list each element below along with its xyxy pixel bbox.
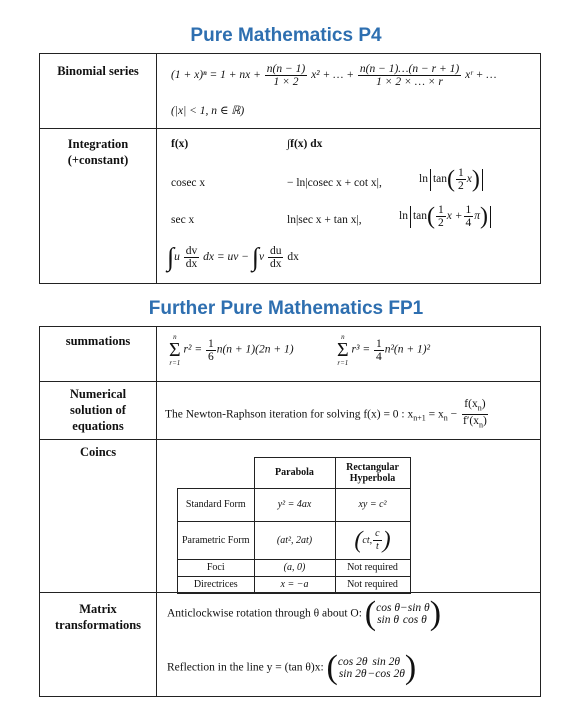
matrix-label [40, 593, 157, 697]
binomial-termr [358, 63, 461, 88]
summations-label [40, 327, 157, 382]
binomial-term2 [265, 63, 307, 88]
sec-alt-frac2 [464, 204, 474, 229]
newton-raphson [165, 398, 490, 432]
sec-alt-den1: 2 [438, 217, 444, 229]
nr-num-close: ) [481, 398, 486, 410]
newton-raphson-eq: = x [425, 408, 444, 421]
reflection-matrix: ( cos 2θ sin 2θ sin 2θ −cos 2θ ) [326, 649, 417, 686]
conics-header-row [178, 458, 411, 489]
nr-den-text: f′(x [463, 415, 479, 428]
sum-cubes [337, 333, 430, 367]
sum-squares-den: 6 [207, 350, 214, 363]
sec-integral: ln|sec x + tan x|, [287, 214, 362, 226]
parts-du-num: du [269, 245, 282, 257]
integration-label-line2: (+constant) [67, 153, 129, 167]
rotation-matrix-line [167, 595, 442, 632]
sigma-lower: r=1 [169, 359, 181, 367]
matrix-cell: −cos 2θ [367, 668, 405, 680]
conics-label [40, 440, 157, 593]
integral-sign: ∫ [167, 242, 175, 272]
parts-v: v [258, 251, 265, 264]
binomial-termr-tail: xʳ + … [465, 69, 497, 82]
fp1-formula-table [39, 326, 541, 697]
conics-parabola-value: (at², 2at) [254, 521, 335, 559]
conics-row-label: Standard Form [178, 488, 255, 521]
binomial-lhs: (1 + x)ⁿ = 1 + nx + [171, 69, 261, 82]
binomial-formula [171, 63, 496, 88]
summations-body [157, 327, 541, 382]
parts-tail: dx [287, 251, 299, 264]
sum-squares-rhs: n(n + 1)(2n + 1) [216, 343, 294, 356]
reflection-matrix-line [167, 649, 417, 686]
p4-formula-table [39, 53, 541, 284]
conics-header-parabola: Parabola [254, 458, 335, 489]
sigma-upper: n [341, 333, 345, 341]
numerical-label-line2: solution of [70, 403, 126, 417]
binomial-term2-den: 1 × 2 [273, 76, 299, 88]
hyperbola-param-frac [373, 528, 381, 553]
conics-row-parametric [178, 521, 411, 559]
open-paren: ( [447, 166, 456, 193]
cosec-alt-var: x [466, 173, 472, 186]
conics-label-text: Coincs [79, 445, 117, 459]
abs-bar [490, 206, 491, 228]
sum-squares-num: 1 [207, 337, 214, 350]
sec-alt-pi: π [474, 210, 481, 223]
numerical-label-line3: equations [72, 419, 124, 433]
matrix-cell: sin θ [377, 614, 400, 626]
binomial-body [157, 54, 541, 129]
p4-heading: Pure Mathematics P4 [190, 25, 382, 46]
summations-row [40, 327, 541, 382]
matrix-label-line1: Matrix [79, 602, 117, 616]
parts-mid: dx = uv − [203, 251, 249, 264]
sigma-lower: r=1 [337, 359, 349, 367]
hyperbola-param-den: t [375, 540, 379, 552]
sec-alt-num2: 1 [465, 204, 472, 216]
matrix-cell: cos θ [402, 614, 427, 626]
parts-dvdx [184, 245, 200, 270]
conics-parabola-value: x = −a [254, 576, 335, 593]
sec-alt-num1: 1 [438, 204, 444, 216]
close-paren: ) [480, 203, 489, 230]
matrix-row [40, 593, 541, 697]
conics-hyperbola-value: Not required [335, 576, 410, 593]
cosec-fx: cosec x [171, 177, 206, 189]
binomial-label-text: Binomial series [57, 64, 139, 78]
conics-row-label: Directrices [178, 576, 255, 593]
nr-den-sub: n [478, 420, 483, 430]
integral-sign: ∫ [251, 242, 259, 272]
numerical-label [40, 382, 157, 440]
sec-alt-mid: x + [446, 210, 463, 223]
newton-raphson-frac [461, 398, 489, 432]
cosec-alt-num: 1 [458, 167, 464, 179]
newton-raphson-minus: − [447, 408, 458, 421]
newton-raphson-text: The Newton-Raphson iteration for solving f(x) = 0 : x [165, 408, 414, 421]
reflection-text: Reflection in the line y = (tan θ)x: [167, 661, 324, 674]
conics-parabola-value: y² = 4ax [254, 488, 335, 521]
close-paren: ) [382, 527, 391, 553]
integration-label [40, 129, 157, 284]
sigma-icon: n Σ r=1 [169, 333, 181, 367]
matrix-cell: −sin θ [399, 602, 430, 614]
conics-body [157, 440, 541, 593]
cosec-integral: − ln|cosec x + cot x|, [287, 177, 382, 189]
nr-num-text: f(x [464, 398, 478, 410]
parts-dudx [268, 245, 284, 270]
parts-du-den: dx [269, 258, 282, 270]
integration-label-line1: Integration [67, 137, 129, 151]
binomial-condition: (|x| < 1, n ∈ ℝ) [171, 105, 245, 117]
sec-alt-frac1 [436, 204, 446, 229]
abs-bar [430, 169, 431, 191]
binomial-row [40, 54, 541, 129]
matrix-body [157, 593, 541, 697]
integration-row [40, 129, 541, 284]
conics-row-standard [178, 488, 411, 521]
conics-hyperbola-value: Not required [335, 559, 410, 576]
conics-corner [178, 458, 255, 489]
fp1-heading: Further Pure Mathematics FP1 [148, 298, 424, 319]
binomial-term2-num: n(n − 1) [266, 63, 306, 75]
rotation-text: Anticlockwise rotation through θ about O: [167, 607, 362, 620]
newton-raphson-num [462, 398, 487, 415]
parts-dv-num: dv [185, 245, 198, 257]
conics-parabola-value: (a, 0) [254, 559, 335, 576]
conics-row-foci [178, 559, 411, 576]
newton-raphson-sub-n: n [443, 413, 448, 423]
conics-table [177, 457, 411, 594]
cosec-alt-frac [456, 167, 466, 192]
cosec-alt-tan: tan [432, 173, 448, 186]
conics-row-label: Parametric Form [178, 521, 255, 559]
conics-header-hyperbola: Rectangular Hyperbola [335, 458, 410, 489]
binomial-termr-den: 1 × 2 × … × r [376, 76, 443, 88]
hyperbola-param-pre: ct, [362, 534, 373, 546]
integration-body [157, 129, 541, 284]
conics-row-directrices [178, 576, 411, 593]
matrix-label-line2: transformations [54, 618, 142, 632]
binomial-termr-num: n(n − 1)…(n − r + 1) [359, 63, 460, 75]
open-paren: ( [354, 527, 363, 553]
matrix-cell: cos 2θ [337, 656, 368, 668]
matrix-cell: sin 2θ [338, 668, 367, 680]
binomial-term2-tail: x² + … + [311, 69, 355, 82]
open-paren: ( [427, 203, 436, 230]
sec-fx: sec x [171, 214, 195, 226]
sec-alt-den2: 4 [465, 217, 472, 229]
close-paren: ) [471, 166, 480, 193]
sum-squares [169, 333, 294, 367]
conics-row [40, 440, 541, 593]
numerical-body [157, 382, 541, 440]
parts-u: u [174, 251, 180, 264]
cosec-alt-den: 2 [458, 180, 464, 192]
matrix-cell: cos θ [376, 602, 400, 614]
sum-cubes-lhs: r³ = [351, 343, 371, 356]
sec-alt-tan: tan [412, 210, 428, 223]
newton-raphson-den [461, 415, 489, 431]
numerical-row [40, 382, 541, 440]
conics-hyperbola-value [335, 521, 410, 559]
sum-squares-lhs: r² = [183, 343, 203, 356]
nr-num-sub: n [477, 403, 482, 413]
sec-alt-ln: ln [399, 210, 408, 223]
newton-raphson-sub-n1: n+1 [413, 413, 426, 423]
hyperbola-param-num: c [375, 527, 380, 539]
parts-dv-den: dx [185, 258, 198, 270]
nr-den-close: ) [482, 415, 487, 428]
sum-cubes-num: 1 [375, 337, 382, 350]
rotation-matrix: ( cos θ −sin θ sin θ cos θ ) [364, 595, 442, 632]
sec-alt [399, 204, 493, 229]
sigma-icon: n Σ r=1 [337, 333, 349, 367]
binomial-label [40, 54, 157, 129]
sum-cubes-rhs: n²(n + 1)² [384, 343, 431, 356]
abs-bar [482, 169, 483, 191]
numerical-label-line1: Numerical [69, 387, 127, 401]
integration-by-parts [167, 242, 299, 272]
integration-col-fx: f(x) [171, 138, 189, 150]
cosec-alt-ln: ln [419, 173, 428, 186]
integration-col-integral: ∫f(x) dx [287, 138, 323, 150]
abs-bar [410, 206, 411, 228]
summations-label-text: summations [65, 334, 131, 348]
sum-cubes-den: 4 [375, 350, 382, 363]
sigma-upper: n [173, 333, 177, 341]
conics-hyperbola-value: xy = c² [335, 488, 410, 521]
sum-squares-frac [206, 338, 216, 363]
cosec-alt [419, 167, 485, 192]
conics-row-label: Foci [178, 559, 255, 576]
matrix-cell: sin 2θ [372, 656, 401, 668]
sum-cubes-frac [374, 338, 384, 363]
